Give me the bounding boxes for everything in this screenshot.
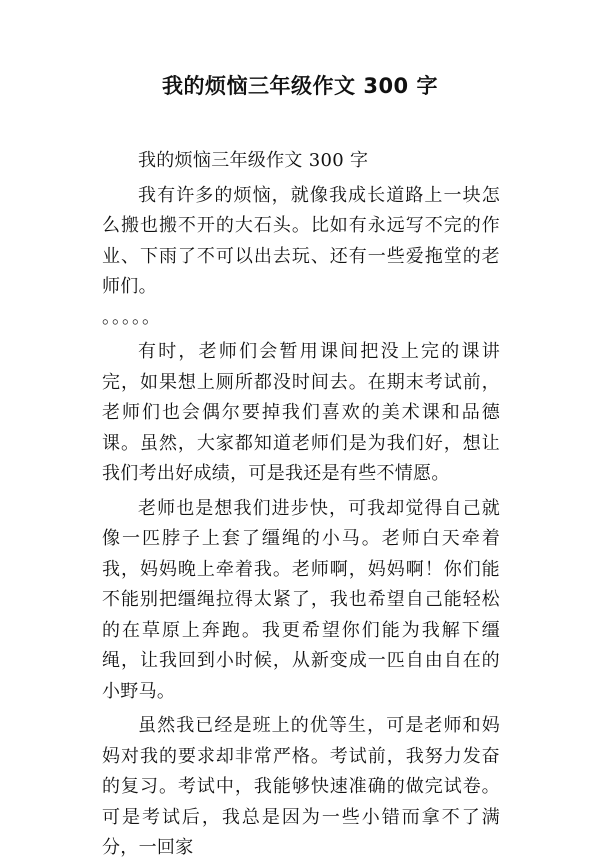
paragraph-3: 老师也是想我们进步快，可我却觉得自己就像一匹脖子上套了缰绳的小马。老师白天牵着我，妈妈晚上牵着我。老师啊，妈妈啊！你们能不能别把缰绳拉得太紧了，我也希望自己能轻松的在草原上奔跑。我更希望你们能为我解下缰绳，让我回到小时候，从新变成一匹自由自在的小野马。 [102,497,500,702]
ellipsis-line: 。。。。。 [102,306,161,328]
document-body [102,146,500,864]
paragraph-2: 有时，老师们会暂用课间把没上完的课讲完，如果想上厕所都没时间去。在期末考试前，老师们也会偶尔要掉我们喜欢的美术课和品德课。虽然，大家都知道老师们是为我们好，想让我们考出好成绩，可是我还是有些不情愿。 [102,341,500,484]
paragraph-4: 虽然我已经是班上的优等生，可是老师和妈妈对我的要求却非常严格。考试前，我努力发奋的复习。考试中，我能够快速准确的做完试卷。可是考试后，我总是因为一些小错而拿不了满分，一回家 [102,715,500,858]
document-subtitle: 我的烦恼三年级作文 300 字 [138,150,369,171]
document-title: 我的烦恼三年级作文 300 字 [162,74,438,98]
paragraph-1: 我有许多的烦恼，就像我成长道路上一块怎么搬也搬不开的大石头。比如有永远写不完的作业、下雨了不可以出去玩、还有一些爱拖堂的老师们。 [102,184,500,297]
